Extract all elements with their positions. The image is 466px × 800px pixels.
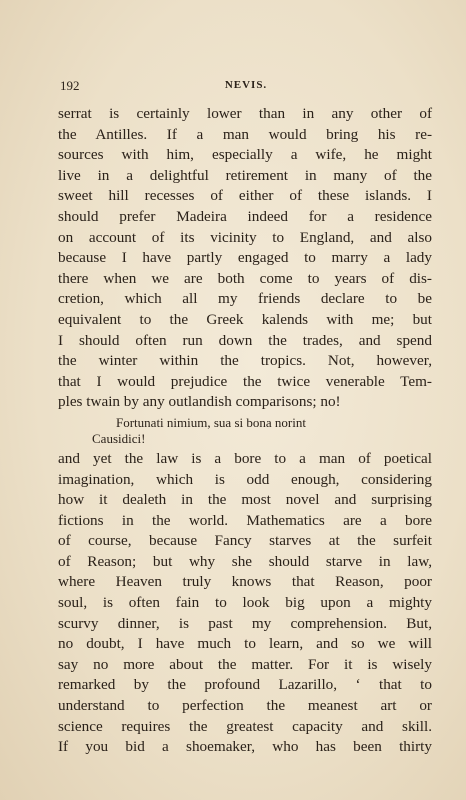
text-line: the Antilles. If a man would bring his re-	[58, 125, 432, 143]
text-line: because I have partly engaged to marry a lady	[58, 249, 432, 267]
text-line: on account of its vicinity to England, and also	[58, 228, 432, 246]
text-line: cretion, which all my friends declare to be	[58, 290, 432, 308]
text-line: there when we are both come to years of dis-	[58, 269, 432, 287]
page-number: 192	[60, 78, 80, 93]
paragraph-1	[58, 104, 432, 413]
book-page	[58, 0, 432, 800]
text-line: how it dealeth in the most novel and surprising	[58, 491, 432, 509]
text-line: science requires the greatest capacity and skill.	[58, 717, 432, 735]
text-line: should prefer Madeira indeed for a residence	[58, 207, 432, 225]
text-line: equivalent to the Greek kalends with me; but	[58, 310, 432, 328]
text-line: remarked by the profound Lazarillo, ‘ that to	[58, 676, 432, 694]
text-line: sources with him, especially a wife, he might	[58, 146, 432, 164]
page-header	[60, 78, 432, 98]
text-line: I should often run down the trades, and spend	[58, 331, 432, 349]
quotation-line: Fortunati nimium, sua si bona norint	[116, 414, 306, 430]
text-line: ples twain by any outlandish comparisons; no!	[58, 393, 341, 411]
text-line: fictions in the world. Mathematics are a bore	[58, 511, 432, 529]
paragraph-2	[58, 449, 432, 758]
text-line: soul, is often fain to look big upon a mighty	[58, 594, 432, 612]
text-line: imagination, which is odd enough, considering	[58, 470, 432, 488]
body-text	[58, 104, 432, 758]
text-line: say no more about the matter. For it is wisely	[58, 655, 432, 673]
text-line: live in a delightful retirement in many of the	[58, 166, 432, 184]
text-line: If you bid a shoemaker, who has been thirty	[58, 738, 432, 756]
text-line: of Reason; but why she should starve in law,	[58, 552, 432, 570]
text-line: understand to perfection the meanest art or	[58, 697, 432, 715]
text-line: where Heaven truly knows that Reason, poor	[58, 573, 432, 591]
text-line: serrat is certainly lower than in any other of	[58, 105, 432, 122]
quotation	[58, 415, 432, 447]
text-line: of course, because Fancy starves at the surfeit	[58, 532, 432, 550]
quotation-line: Causidici!	[92, 430, 146, 446]
running-head: NEVIS.	[224, 79, 268, 91]
text-line: that I would prejudice the twice venerable Tem-	[58, 372, 432, 390]
text-line: no doubt, I have much to learn, and so we will	[58, 635, 432, 653]
text-line: and yet the law is a bore to a man of poetical	[58, 449, 432, 467]
text-line: sweet hill recesses of either of these islands. I	[58, 187, 432, 205]
text-line: the winter within the tropics. Not, however,	[58, 352, 432, 370]
text-line: scurvy dinner, is past my comprehension. But,	[58, 614, 432, 632]
